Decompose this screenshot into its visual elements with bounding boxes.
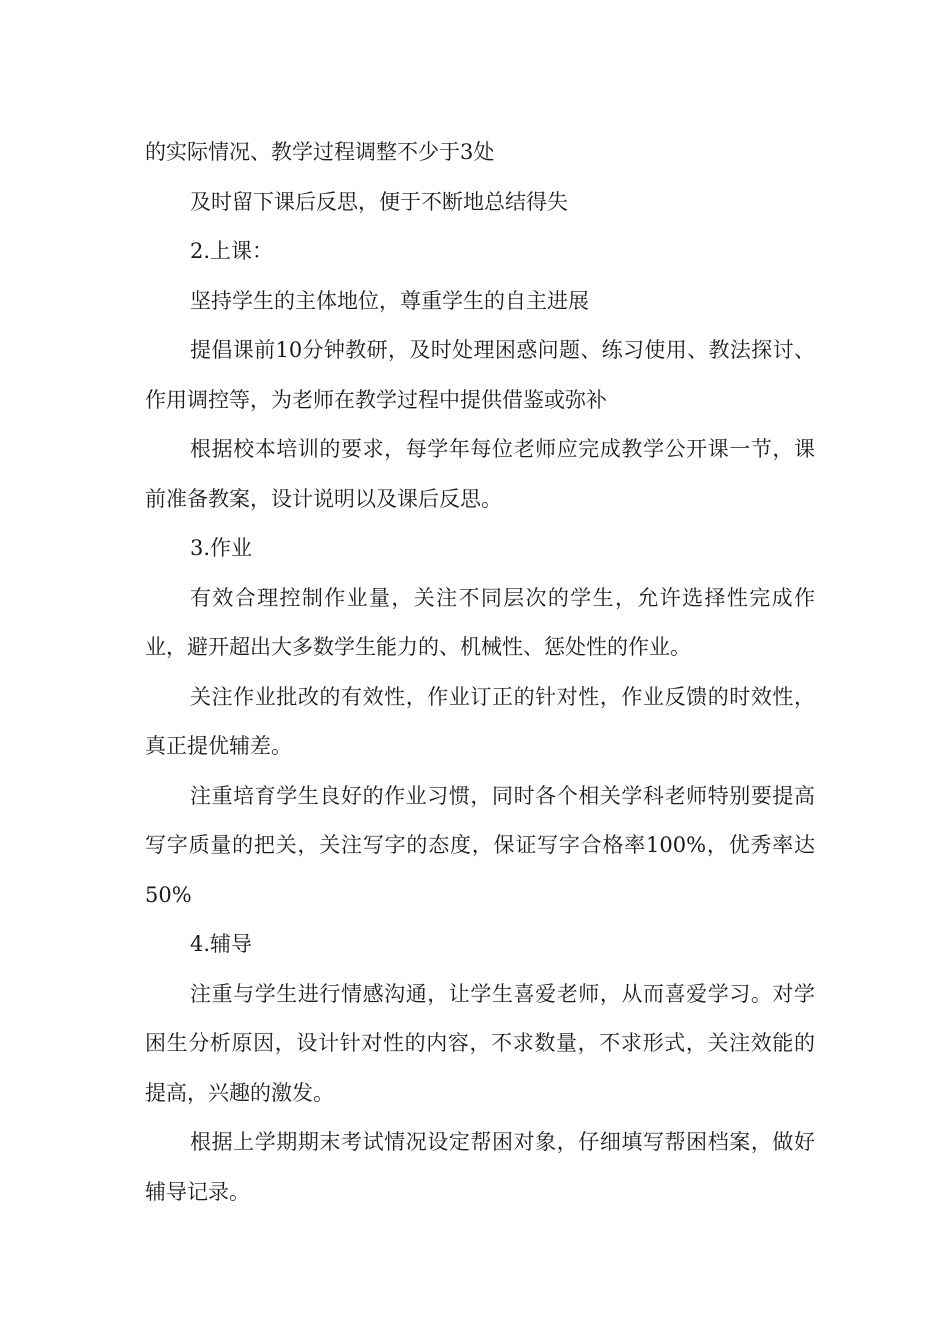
paragraph-reflection: 及时留下课后反思，便于不断地总结得失 — [190, 189, 568, 214]
paragraph-pre-class-research: 提倡课前10分钟教研，及时处理困惑问题、练习使用、教法探讨、作用调控等，为老师在教学过程中提供借鉴或弥补 — [145, 338, 815, 412]
paragraph-tutoring-records: 根据上学期期末考试情况设定帮困对象，仔细填写帮困档案，做好辅导记录。 — [145, 1130, 815, 1204]
paragraph-homework-habits: 注重培育学生良好的作业习惯，同时各个相关学科老师特别要提高写字质量的把关，关注写字的态度，保证写字合格率100%，优秀率达50% — [145, 783, 815, 907]
paragraph-continuation: 的实际情况、教学过程调整不少于3处 — [145, 140, 495, 164]
section-heading-homework: 3.作业 — [190, 536, 253, 560]
paragraph-emotional-communication: 注重与学生进行情感沟通，让学生喜爱老师，从而喜爱学习。对学困生分析原因，设计针对性的内容，不求数量，不求形式，关注效能的提高，兴趣的激发。 — [145, 981, 815, 1105]
paragraph-open-class: 根据校本培训的要求，每学年每位老师应完成教学公开课一节，课前准备教案，设计说明以及课后反思。 — [145, 437, 815, 511]
document-body — [145, 128, 815, 1217]
paragraph-student-subject: 坚持学生的主体地位，尊重学生的自主进展 — [190, 288, 589, 313]
section-heading-class: 2.上课： — [190, 239, 274, 263]
paragraph-homework-amount: 有效合理控制作业量，关注不同层次的学生，允许选择性完成作业，避开超出大多数学生能力的、机械性、惩处性的作业。 — [145, 585, 815, 659]
section-heading-tutoring: 4.辅导 — [190, 932, 253, 956]
paragraph-homework-grading: 关注作业批改的有效性，作业订正的针对性，作业反馈的时效性，真正提优辅差。 — [145, 684, 815, 758]
